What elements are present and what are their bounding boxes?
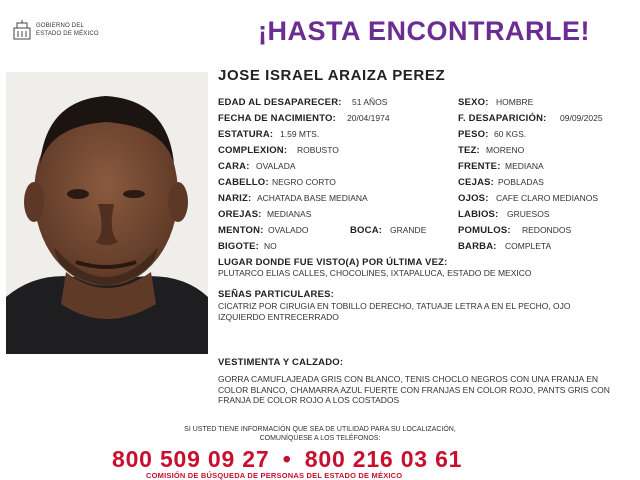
info-line-2: COMUNÍQUESE A LOS TELÉFONOS: [259, 435, 381, 442]
estatura-value: 1.59 MTS. [280, 129, 320, 139]
menton-value: OVALADO [268, 225, 309, 235]
info-line-1: SI USTED TIENE INFORMACIÓN QUE SEA DE UTILIDAD PARA SU LOCALIZACIÓN, [184, 426, 456, 433]
cabello-label: CABELLO: [218, 177, 269, 188]
phone-1[interactable]: 800 509 09 27 [112, 446, 270, 472]
ojos-label: OJOS: [458, 193, 489, 204]
desaparicion-value: 09/09/2025 [560, 113, 603, 123]
phone-numbers [112, 446, 462, 473]
sexo-label: SEXO: [458, 97, 489, 108]
cejas-value: POBLADAS [498, 177, 544, 187]
lugar-label: LUGAR DONDE FUE VISTO(A) POR ÚLTIMA VEZ: [218, 257, 448, 268]
senas-label: SEÑAS PARTICULARES: [218, 289, 335, 300]
desaparicion-label: F. DESAPARICIÓN: [458, 113, 547, 124]
cara-value: OVALADA [256, 161, 296, 171]
boca-label: BOCA: [350, 225, 383, 236]
bigote-label: BIGOTE: [218, 241, 259, 252]
government-logo [12, 18, 112, 42]
vestimenta-value: GORRA CAMUFLAJEADA GRIS CON BLANCO, TENIS CHOCLO NEGROS CON UNA FRANJA EN COLOR BLANCO, CHAMARRA AZUL FUERTE CON FRANJAS EN COLOR ROJO, PANTS GRIS CON FRANJA DE COLOR ROJO A LOS COSTADOS [218, 374, 610, 405]
labios-label: LABIOS: [458, 209, 499, 220]
labios-value: GRUESOS [507, 209, 550, 219]
pomulos-label: POMULOS: [458, 225, 511, 236]
edad-label: EDAD AL DESAPARECER: [218, 97, 342, 108]
logo-line-1: GOBIERNO DEL [36, 23, 85, 29]
ojos-value: CAFE CLARO MEDIANOS [496, 193, 599, 203]
boca-value: GRANDE [390, 225, 427, 235]
frente-value: MEDIANA [505, 161, 544, 171]
tez-value: MORENO [486, 145, 525, 155]
comision-text: COMISIÓN DE BÚSQUEDA DE PERSONAS DEL ESTADO DE MÉXICO [146, 471, 403, 480]
logo-line-2: ESTADO DE MÉXICO [36, 31, 99, 37]
phone-separator: • [282, 446, 292, 472]
complexion-label: COMPLEXION: [218, 145, 288, 156]
bigote-value: NO [264, 241, 277, 251]
tez-label: TEZ: [458, 145, 480, 156]
nariz-value: ACHATADA BASE MEDIANA [257, 193, 368, 203]
cara-label: CARA: [218, 161, 250, 172]
lugar-value: PLUTARCO ELIAS CALLES, CHOCOLINES, IXTAPALUCA, ESTADO DE MEXICO [218, 268, 532, 278]
cejas-label: CEJAS: [458, 177, 495, 188]
headline: ¡HASTA ENCONTRARLE! [258, 16, 590, 46]
orejas-value: MEDIANAS [267, 209, 312, 219]
barba-label: BARBA: [458, 241, 497, 252]
portrait-illustration [6, 72, 208, 354]
phone-2[interactable]: 800 216 03 61 [304, 446, 463, 472]
menton-label: MENTON: [218, 225, 264, 236]
nacimiento-label: FECHA DE NACIMIENTO: [218, 113, 336, 124]
state-emblem-icon [12, 20, 32, 40]
info-text [120, 425, 520, 443]
nariz-label: NARIZ: [218, 193, 252, 204]
peso-label: PESO: [458, 129, 489, 140]
person-name: JOSE ISRAEL ARAIZA PEREZ [218, 67, 446, 84]
complexion-value: ROBUSTO [297, 145, 339, 155]
edad-value: 51 AÑOS [352, 97, 388, 107]
person-photo [6, 72, 208, 354]
pomulos-value: REDONDOS [522, 225, 572, 235]
orejas-label: OREJAS: [218, 209, 262, 220]
nacimiento-value: 20/04/1974 [347, 113, 390, 123]
senas-value: CICATRIZ POR CIRUGIA EN TOBILLO DERECHO, TATUAJE LETRA A EN EL PECHO, OJO IZQUIERDO ENTRECERRADO [218, 301, 571, 322]
peso-value: 60 KGS. [494, 129, 527, 139]
barba-value: COMPLETA [505, 241, 552, 251]
vestimenta-label: VESTIMENTA Y CALZADO: [218, 357, 344, 368]
sexo-value: HOMBRE [496, 97, 534, 107]
frente-label: FRENTE: [458, 161, 501, 172]
estatura-label: ESTATURA: [218, 129, 274, 140]
cabello-value: NEGRO CORTO [272, 177, 336, 187]
